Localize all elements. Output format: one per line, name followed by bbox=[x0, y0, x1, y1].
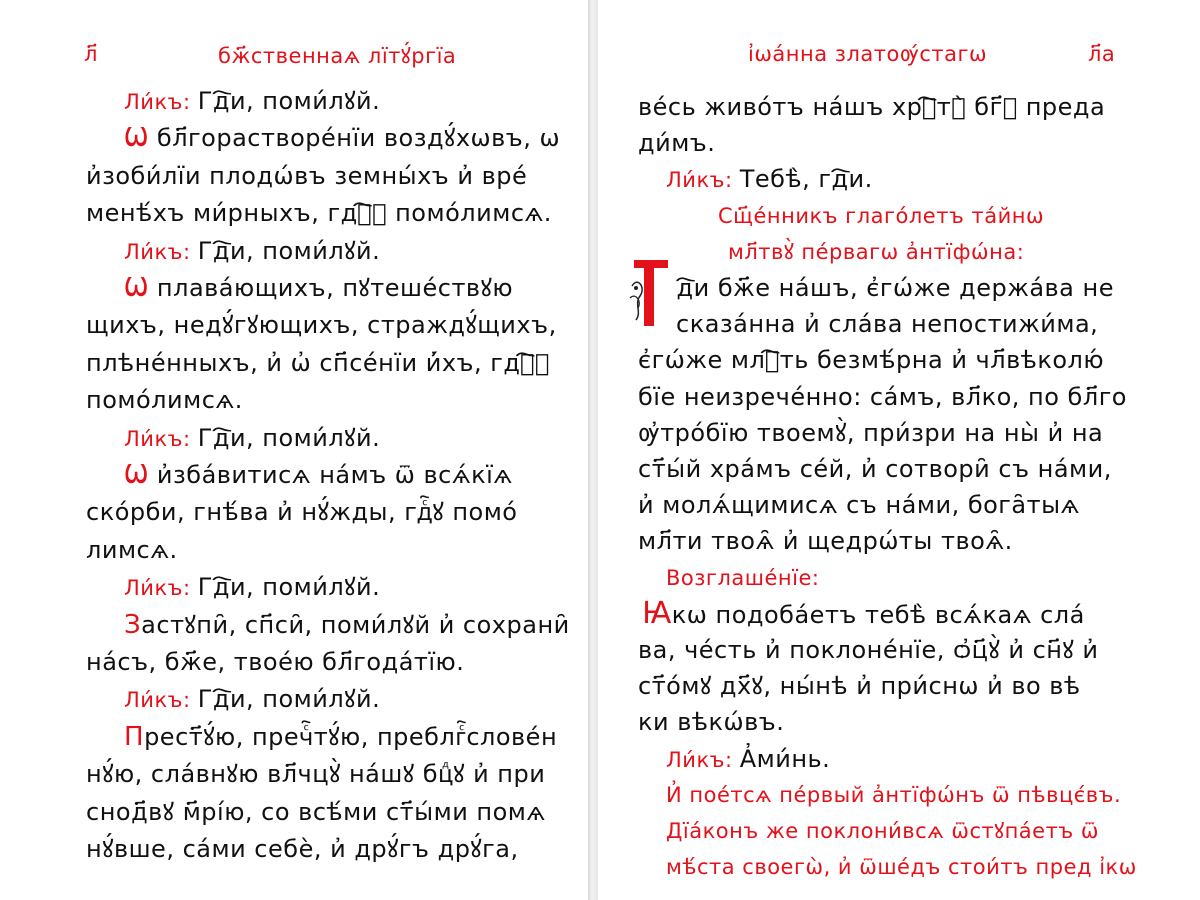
rubric-label: Ли́къ: bbox=[124, 90, 198, 114]
line-text: Гд҇и, поми́лꙋй. bbox=[197, 573, 381, 602]
right-running-title: і҆ѡа́нна златоѹ́стагѡ bbox=[748, 42, 988, 66]
text-line bbox=[124, 572, 380, 603]
rubric-label: Ли́къ: bbox=[124, 426, 198, 451]
rubric-label: Ли́къ: bbox=[124, 239, 198, 264]
text-line: нꙋ́ю, сла́внꙋю вл҃чцꙋ̀ на́шꙋ бцⷣꙋ и҆ при bbox=[86, 760, 546, 789]
line-text: Гд҇и, поми́лꙋй. bbox=[197, 423, 381, 452]
text-line: менѣ́хъ ми́рныхъ, гдⷭ҇ꙋ помо́лимсѧ. bbox=[86, 199, 552, 228]
right-page bbox=[598, 0, 1200, 900]
line-text: Гд҇и, поми́лꙋй. bbox=[197, 236, 381, 265]
rubric-label: Ли́къ: bbox=[124, 576, 198, 601]
line-text: рест҃ꙋ́ю, пречⷭ҇тꙋ́ю, преблгⷭ҇слове́н bbox=[144, 722, 558, 751]
text-line bbox=[666, 744, 830, 775]
line-text: А҆ми́нь. bbox=[739, 744, 831, 773]
line-text: Гд҇и, поми́лꙋй. bbox=[197, 685, 381, 714]
text-line: ско́рби, гнѣ́ва и҆ нꙋ́жды, гдⷭ҇ꙋ помо́ bbox=[86, 498, 518, 527]
text-line: и҆зоби́лїи плодѡ́въ земны́хъ и҆ вре́ bbox=[86, 161, 528, 190]
red-initial: Ѡ bbox=[124, 123, 149, 154]
text-line bbox=[676, 273, 1114, 311]
book-gutter bbox=[588, 0, 598, 900]
text-line: є҆гѡ́же млⷭ҇ть безмѣ́рна и҆ чл҃вѣколю́ bbox=[638, 346, 1105, 375]
red-initial: Ꙗ bbox=[642, 595, 672, 631]
right-page-number: л҃а bbox=[1088, 42, 1116, 66]
text-line: мѣ́ста своегѡ̀, и҆ ѿше́дъ стои́тъ пред і҆кѡ bbox=[666, 855, 1137, 880]
left-page-number: л҃ bbox=[84, 42, 98, 66]
red-initial: П bbox=[124, 721, 145, 752]
line-text: д҇и бж҃е на́шъ, є҆гѡ́же держа́ва не bbox=[676, 274, 1114, 302]
text-line bbox=[124, 86, 380, 117]
line-text: кѡ подоба́етъ тебѣ̀ всѧ́каѧ сла́ bbox=[671, 600, 1085, 629]
text-line: бїе неизрече́нно: са́мъ, вл҃ко, по бл҃го bbox=[638, 382, 1127, 411]
rubric-label: Ли́къ: bbox=[124, 688, 198, 713]
left-running-title: бж҃ственнаѧ лїтꙋ́ргїа bbox=[218, 44, 457, 68]
rubric-label: Ли́къ: bbox=[666, 168, 740, 193]
line-text: и҆зба́витисѧ на́мъ ѿ всѧ́кїѧ bbox=[148, 461, 513, 489]
text-line: помо́лимсѧ. bbox=[86, 386, 243, 415]
text-line: ве́сь живо́тъ на́шъ хрⷭ҇тꙋ̀ бг҃ꙋ преда bbox=[638, 93, 1106, 121]
text-line: ва, че́сть и҆ поклоне́нїе, ѻ҆ц҃ꙋ̀ и҆ сн҃ꙋ и҆ bbox=[638, 636, 1099, 664]
line-text: бл҃горастворе́нїи воздꙋ́хѡвъ, ѡ bbox=[148, 124, 561, 153]
text-line: лимсѧ. bbox=[86, 535, 178, 564]
red-initial: Ѡ bbox=[124, 273, 149, 303]
text-line bbox=[124, 610, 570, 640]
red-initial: З bbox=[124, 609, 142, 640]
text-line: И҆ пое́тсѧ пе́рвый а҆нтїфѡ́нъ ѿ пѣвцє́въ. bbox=[666, 782, 1122, 807]
text-line: мл҃ти твоѧ̑ и҆ щедрѡ́ты твоѧ̑. bbox=[638, 527, 1013, 556]
text-line bbox=[124, 460, 513, 490]
text-line bbox=[642, 595, 1085, 631]
text-line: Сщ҃е́нникъ глаго́летъ та́йнѡ bbox=[718, 203, 1045, 228]
ornamental-drop-cap-icon bbox=[628, 258, 672, 328]
text-line bbox=[124, 423, 380, 454]
text-line: ст҃о́мꙋ дх҃ꙋ, ны́нѣ и҆ при́снѡ и҆ во вѣ bbox=[638, 672, 1081, 701]
text-line: ки вѣкѡ́въ. bbox=[638, 708, 785, 737]
line-text: Тебѣ̀, гд҇и. bbox=[739, 165, 873, 194]
rubric-label: Ли́къ: bbox=[666, 747, 740, 772]
text-line: сказа́нна и҆ сла́ва непостижи́ма, bbox=[676, 310, 1099, 339]
text-line bbox=[124, 236, 380, 267]
text-line: плѣне́нныхъ, и҆ ѡ҆ сп҃се́нїи и҆́хъ, гдⷭ҇ꙋ bbox=[86, 348, 550, 377]
line-text: Гд҇и, поми́лꙋй. bbox=[197, 87, 381, 115]
text-line: щихъ, недꙋ́гꙋющихъ, страждꙋ́щихъ, bbox=[86, 311, 557, 340]
text-line: нꙋ́вше, са́ми себѐ, и҆ дрꙋ́гъ дрꙋ́га, bbox=[86, 835, 519, 863]
text-line bbox=[124, 273, 513, 303]
left-page bbox=[0, 0, 589, 900]
text-line bbox=[666, 164, 873, 195]
text-line: мл҃твꙋ̀ пе́рвагѡ а҆нтїфѡ́на: bbox=[728, 239, 1025, 264]
line-text: астꙋпи̑, сп҃си̑, поми́лꙋй и҆ сохрани̑ bbox=[141, 610, 570, 639]
red-initial: Ѡ bbox=[124, 460, 149, 490]
text-line: снод҃вꙋ м҃рі́ю, со всѣ́ми ст҃ы́ми помѧ bbox=[86, 797, 546, 826]
text-line: ѹ҆тро́бїю твоемꙋ̀, при́зри на ны̀ и҆ на bbox=[638, 418, 1104, 447]
text-line: на́съ, бж҃е, твое́ю бл҃года́тїю. bbox=[86, 648, 465, 676]
text-line: Возглаше́нїе: bbox=[666, 565, 820, 590]
text-line bbox=[124, 123, 560, 153]
text-line: Дїа́конъ же поклони́всѧ ѿстꙋпа́етъ ѿ bbox=[666, 819, 1099, 843]
line-text: плава́ющихъ, пꙋтеше́ствꙋю bbox=[148, 274, 514, 302]
text-line: и҆ молѧ́щимисѧ съ на́ми, бога̑тыѧ bbox=[638, 491, 1080, 520]
text-line bbox=[124, 684, 380, 715]
text-line: ст҃ы́й хра́мъ се́й, и҆ сотвори̑ съ на́ми, bbox=[638, 455, 1112, 483]
text-line: ди́мъ. bbox=[638, 129, 716, 158]
text-line bbox=[124, 722, 557, 752]
